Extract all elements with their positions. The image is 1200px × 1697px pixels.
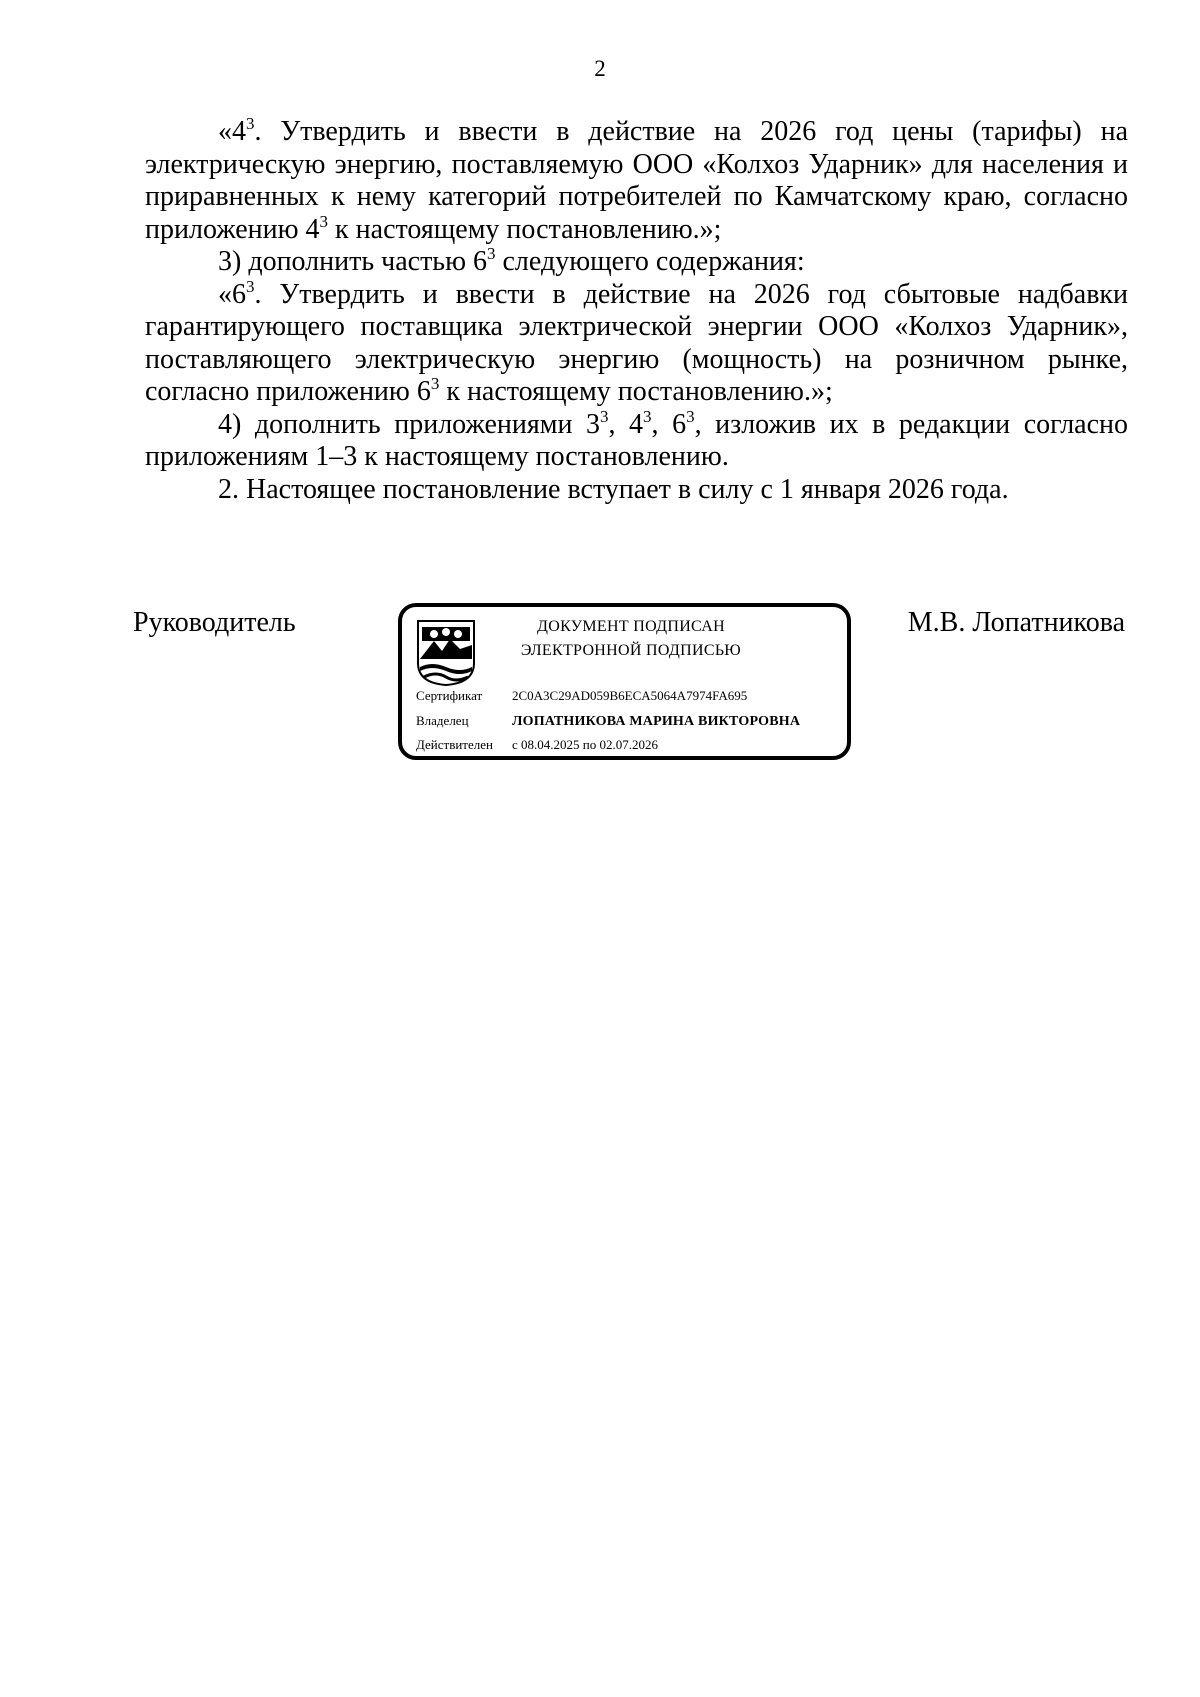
validity-row bbox=[416, 737, 658, 753]
text: к настоящему постановлению.»; bbox=[328, 213, 722, 245]
text: «6 bbox=[218, 278, 246, 310]
superscript: 3 bbox=[487, 244, 496, 263]
superscript: 3 bbox=[643, 406, 652, 426]
text: , 4 bbox=[608, 408, 644, 440]
certificate-label: Сертификат bbox=[416, 688, 483, 703]
page-number: 2 bbox=[594, 56, 606, 81]
superscript: 3 bbox=[246, 276, 255, 296]
validity-label: Действителен bbox=[416, 737, 493, 752]
superscript: 3 bbox=[430, 374, 440, 393]
owner-row bbox=[416, 713, 800, 730]
superscript: 3 bbox=[686, 406, 695, 426]
text: 4) дополнить приложениями 3 bbox=[218, 408, 600, 440]
paragraph-4-3 bbox=[145, 116, 1128, 246]
electronic-signature-stamp bbox=[398, 603, 851, 760]
superscript: 3 bbox=[246, 114, 255, 133]
text: . Утвердить и ввести в действие на 2026 год цены (тарифы) на электрическую энергию, поставляемую ООО «Колхоз Ударник» для населения и приравненных к нему категорий потребителей по Камчатскому краю, согласно приложению 4 bbox=[145, 116, 1128, 245]
text: «4 bbox=[218, 116, 246, 147]
certificate-row bbox=[416, 688, 747, 704]
superscript: 3 bbox=[599, 406, 609, 426]
owner-value: ЛОПАТНИКОВА МАРИНА ВИКТОРОВНА bbox=[512, 714, 801, 729]
kamchatka-coat-of-arms-icon bbox=[416, 619, 476, 687]
certificate-value: 2C0A3C29AD059B6ECA5064A7974FA695 bbox=[512, 688, 748, 703]
stamp-title bbox=[486, 615, 776, 663]
text: , 6 bbox=[651, 408, 687, 440]
owner-label: Владелец bbox=[416, 713, 469, 728]
paragraph-item-4 bbox=[145, 406, 1129, 474]
text: , изложив их в редакции согласно приложениям 1–3 к настоящему постановлению. bbox=[145, 408, 1129, 472]
paragraph-6-3 bbox=[145, 276, 1128, 409]
paragraph-effective-date: 2. Настоящее постановление вступает в силу с 1 января 2026 года. bbox=[218, 473, 1009, 505]
superscript: 3 bbox=[319, 211, 329, 231]
signer-name: М.В. Лопатникова bbox=[907, 607, 1125, 638]
document-body bbox=[145, 116, 1128, 506]
stamp-title-line-2: ЭЛЕКТРОННОЙ ПОДПИСЬЮ bbox=[520, 642, 742, 659]
text: следующего содержания: bbox=[495, 246, 805, 277]
text: к настоящему постановлению.»; bbox=[439, 376, 833, 407]
text: 3) дополнить частью 6 bbox=[218, 246, 487, 277]
validity-value: с 08.04.2025 по 02.07.2026 bbox=[512, 737, 658, 752]
stamp-title-line-1: ДОКУМЕНТ ПОДПИСАН bbox=[537, 618, 725, 635]
text: . Утвердить и ввести в действие на 2026 год сбытовые надбавки гарантирующего поставщика электрической энергии ООО «Колхоз Ударник», поставляющего электрическую энергию (мощность) на розничном рынке, согласно приложению 6 bbox=[145, 278, 1128, 407]
signer-position: Руководитель bbox=[133, 607, 296, 638]
paragraph-item-3 bbox=[145, 246, 1128, 279]
